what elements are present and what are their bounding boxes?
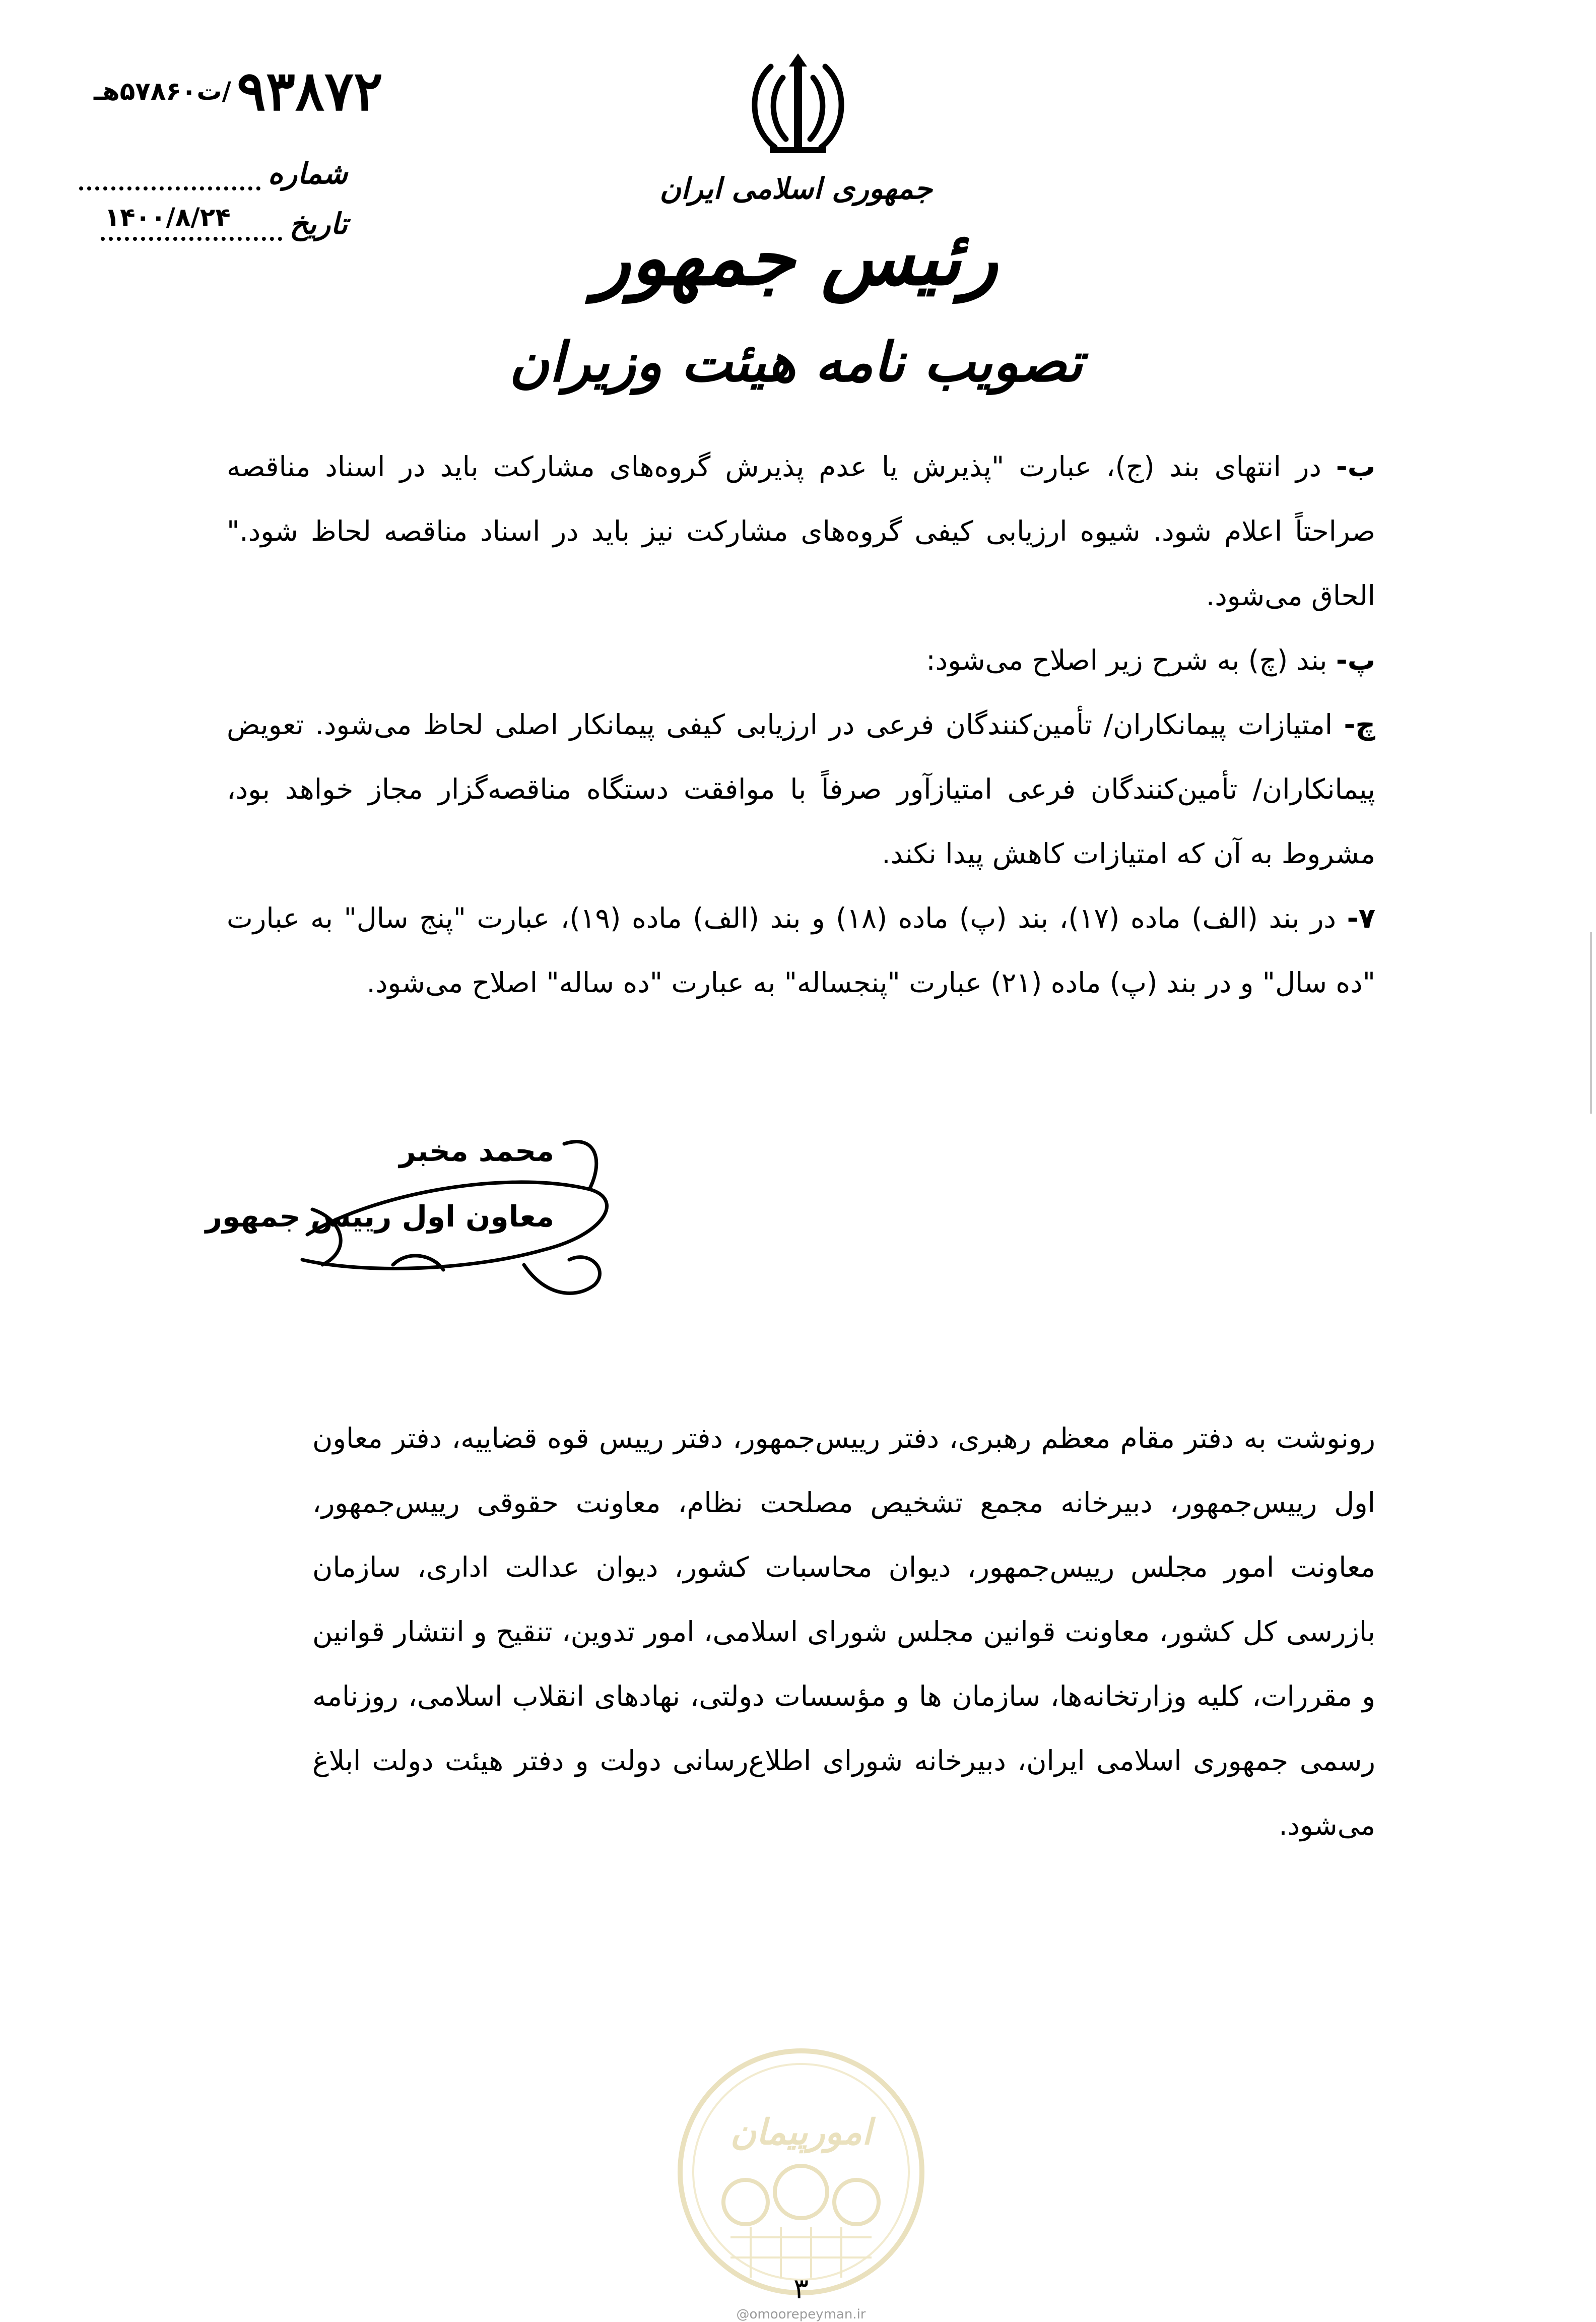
paragraph-7-text: در بند (الف) ماده (۱۷)، بند (پ) ماده (۱۸) و بند (الف) ماده (۱۹)، عبارت "پنج سال" به عبارت "ده سال" و در بند (پ) ماده (۲۱) عبارت "پنجساله" به عبارت "ده ساله" اصلاح می‌شود. <box>227 902 1375 999</box>
paragraph-p-text: بند (چ) به شرح زیر اصلاح می‌شود: <box>926 644 1336 676</box>
page-number: ۳ <box>793 2273 809 2305</box>
watermark-text: امورپیمان <box>730 2111 872 2153</box>
distribution-list: رونوشت به دفتر مقام معظم رهبری، دفتر رییس‌جمهور، دفتر رییس قوه قضاییه، دفتر معاون اول رییس‌جمهور، دبیرخانه مجمع تشخیص مصلحت نظام، معاونت حقوقی رییس‌جمهور، معاونت امور مجلس رییس‌جمهور، دیوان محاسبات کشور، دیوان عدالت اداری، سازمان بازرسی کل کشور، معاونت قوانین مجلس شورای اسلامی، امور تدوین، تنقیح و انتشار قوانین و مقررات، کلیه وزارتخانه‌ها، سازمان ها و مؤسسات دولتی، نهادهای انقلاب اسلامی، روزنامه رسمی جمهوری اسلامی ایران، دبیرخانه شورای اطلاع‌رسانی دولت و دفتر هیئت دولت ابلاغ می‌شود. <box>312 1422 1375 1841</box>
country-name: جمهوری اسلامی ایران <box>659 171 933 206</box>
paragraph-p <box>227 628 1375 692</box>
document-type: تصویب نامه هیئت وزیران <box>509 331 1083 394</box>
date-label: تاریخ <box>289 207 348 241</box>
number-dotted-line <box>79 151 260 190</box>
signature-block <box>205 1083 645 1320</box>
date-row <box>65 202 348 247</box>
paragraph-b-marker: ب- <box>1336 450 1375 483</box>
paragraph-7-marker: ۷- <box>1347 902 1376 934</box>
office-title: رئیس جمهور <box>594 214 998 302</box>
iran-emblem-icon <box>740 46 856 163</box>
scan-artifact-line <box>1590 932 1592 1114</box>
paragraph-b-text: در انتهای بند (ج)، عبارت "پذیرش یا عدم پذیرش گروه‌های مشارکت باید در اسناد مناقصه صراحتاً اعلام شود. شیوه ارزیابی کیفی گروه‌های مشارکت نیز باید در اسناد مناقصه لحاظ شود." الحاق می‌شود. <box>227 450 1375 612</box>
paragraph-ch-marker: چ- <box>1344 708 1375 741</box>
signatory-title: معاون اول رییس جمهور <box>205 1199 554 1234</box>
paragraph-p-marker: پ- <box>1336 644 1375 676</box>
date-value: ۱۴۰۰/۸/۲۴ <box>104 203 231 232</box>
paragraph-ch <box>227 692 1375 886</box>
omoorepeyman-watermark-logo <box>670 2041 932 2303</box>
date-dotted-line <box>101 202 282 241</box>
source-credit: @omoorepeyman.ir <box>736 2307 866 2322</box>
number-row <box>65 151 348 197</box>
decree-body <box>227 434 1375 1015</box>
paragraph-7 <box>227 886 1375 1015</box>
signatory-name: محمد مخبر <box>399 1134 554 1168</box>
registry-number-handwritten: ۹۳۸۷۲ <box>236 59 383 123</box>
registry-number-typed: /ت۵۷۸۶۰هـ <box>93 77 231 106</box>
registry-number <box>60 59 383 123</box>
paragraph-ch-text: امتیازات پیمانکاران/ تأمین‌کنندگان فرعی در ارزیابی کیفی پیمانکار اصلی لحاظ می‌شود. تعویض پیمانکاران/ تأمین‌کنندگان فرعی امتیازآور صرفاً با موافقت دستگاه مناقصه‌گزار مجاز خواهد بود، مشروط به آن که امتیازات کاهش پیدا نکند. <box>227 708 1375 870</box>
number-label: شماره <box>268 156 348 190</box>
paragraph-b <box>227 434 1375 628</box>
